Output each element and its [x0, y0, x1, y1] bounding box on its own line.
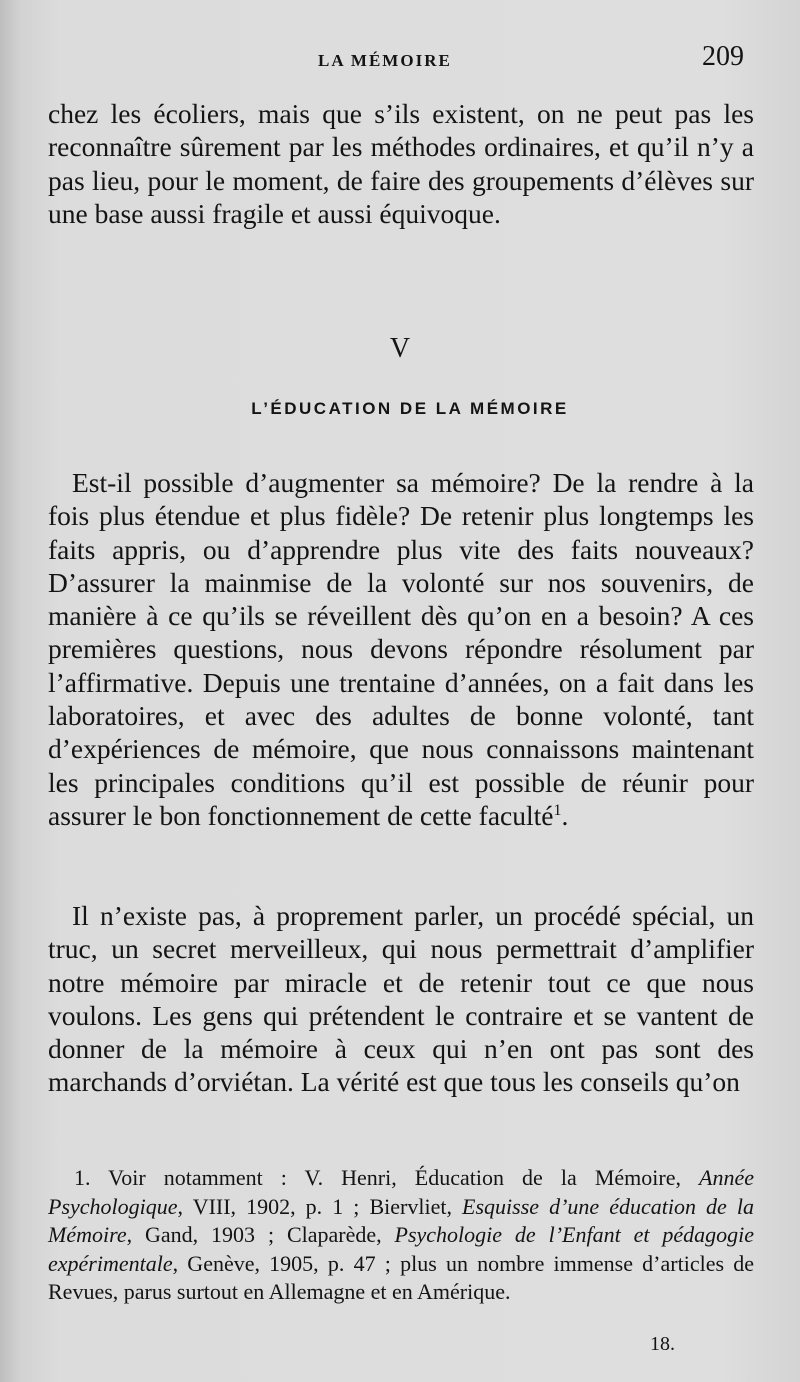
footnote-reference: 1 [553, 801, 562, 819]
footnote-italic-2: Esquisse d’une éducation de la Mémoire [48, 1193, 754, 1247]
running-head-title: LA MÉMOIRE [318, 51, 452, 70]
section-title: L’ÉDUCATION DE LA MÉMOIRE [251, 399, 569, 418]
section-number: V [389, 333, 411, 364]
footnote-text-2: , VIII, 1902, p. 1 ; Biervliet, [177, 1193, 463, 1219]
paragraph-1-end: . [561, 799, 569, 831]
footnote [48, 1164, 754, 1307]
footnote-text-3: , Gand, 1903 ; Claparède, [126, 1222, 395, 1247]
footnote-italic-3: Psychologie de l’Enfant et pédagogie expérimentale [48, 1222, 754, 1276]
footnote-italic-1: Année Psychologique [48, 1165, 754, 1219]
running-head [0, 41, 800, 77]
signature-mark: 18. [650, 1333, 675, 1355]
footnote-marker: 1. [74, 1165, 91, 1190]
footnote-text-4: , Genève, 1905, p. 47 ; plus un nombre immense d’articles de Revues, parus surtout en Allemagne et en Amérique. [48, 1250, 754, 1304]
paragraph-1 [48, 466, 754, 832]
page-number: 209 [702, 41, 744, 72]
paragraph-continued: chez les écoliers, mais que s’ils existent, on ne peut pas les reconnaître sûrement par les méthodes ordinaires, et qu’il n’y a pas lieu, pour le moment, de faire des groupements d’élèves sur une base aussi fragile et aussi équivoque. [48, 98, 754, 229]
paragraph-1-text: Est-il possible d’augmenter sa mémoire? De la rendre à la fois plus étendue et plus fidèle? De retenir plus longtemps les faits appris, ou d’apprendre plus vite des faits nouveaux? D’assurer la mainmise de la volonté sur nos souvenirs, de manière à ce qu’ils se réveillent dès qu’on en a besoin? A ces premières questions, nous devons répondre résolument par l’affirmative. Depuis une trentaine d’années, on a fait dans les laboratoires, et avec des adultes de bonne volonté, tant d’expériences de mémoire, que nous connaissons maintenant les principales conditions qu’il est possible de réunir pour assurer le bon fonctionnement de cette faculté [48, 467, 754, 831]
paragraph-2: Il n’existe pas, à proprement parler, un procédé spécial, un truc, un secret merveilleux, qui nous permettrait d’amplifier notre mémoire par miracle et de retenir tout ce que nous voulons. Les gens qui prétendent le contraire et se vantent de donner de la mémoire à ceux qui n’en ont pas sont des marchands d’orviétan. La vérité est que tous les conseils qu’on [48, 900, 754, 1098]
footnote-text-1: Voir notamment : V. Henri, Éducation de la Mémoire, [108, 1165, 700, 1190]
